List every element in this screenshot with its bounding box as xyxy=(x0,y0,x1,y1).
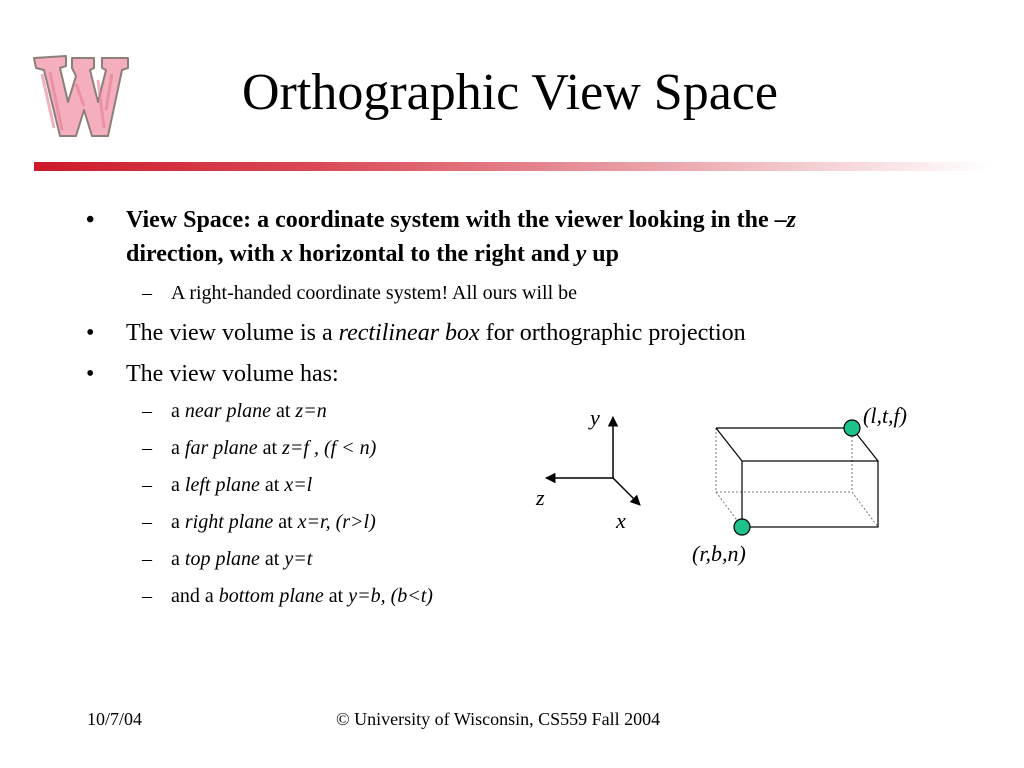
text-run: near plane xyxy=(184,400,271,422)
text-run: at xyxy=(323,585,349,607)
text-run: x xyxy=(280,241,293,267)
footer-copyright: © University of Wisconsin, CS559 Fall 2004 xyxy=(336,709,661,729)
text-run: a xyxy=(171,437,185,459)
title-divider xyxy=(34,162,990,171)
text-run: The view volume is a xyxy=(126,320,339,346)
plane-text xyxy=(171,435,376,461)
plane-text xyxy=(171,398,327,424)
far-corner-marker xyxy=(844,420,860,436)
sub-bullet-marker: – xyxy=(142,400,152,422)
text-run: y xyxy=(575,241,587,267)
sub-bullet-marker: – xyxy=(142,585,152,607)
text-run: bottom plane xyxy=(218,585,324,607)
sub-bullet-marker: – xyxy=(142,437,152,459)
text-run: rectilinear box xyxy=(338,320,480,346)
text-run: z=n xyxy=(295,400,327,422)
text-run: y=t xyxy=(284,548,313,570)
footer-date: 10/7/04 xyxy=(87,709,143,729)
bullet-marker: • xyxy=(86,320,95,346)
text-run: and a xyxy=(171,585,219,607)
slide-title: Orthographic View Space xyxy=(242,64,778,121)
text-run: View Space: a coordinate system with the viewer looking in the – xyxy=(126,207,787,233)
text-run: a xyxy=(171,474,185,496)
text-run: horizontal to the right and xyxy=(292,241,576,267)
text-run: up xyxy=(586,241,619,267)
far-corner-label: (l,t,f) xyxy=(863,403,907,428)
plane-text xyxy=(171,583,433,609)
bullet-view-space-line2 xyxy=(126,239,619,269)
view-volume-box xyxy=(692,403,907,566)
text-run: right plane xyxy=(184,511,274,533)
text-run: a xyxy=(171,548,185,570)
sub-bullet-marker: – xyxy=(142,511,152,533)
x-axis-label: x xyxy=(616,508,626,533)
bullet-marker: • xyxy=(86,207,95,233)
text-run: at xyxy=(257,437,283,459)
view-volume-diagram xyxy=(520,395,940,585)
y-axis-label: y xyxy=(590,405,600,430)
text-run: a xyxy=(171,400,185,422)
text-run: left plane xyxy=(184,474,260,496)
bullet-view-space-line1 xyxy=(126,205,796,235)
text-run: y=b, (b<t) xyxy=(348,585,433,607)
sub-bullet-marker: – xyxy=(142,282,152,304)
z-axis-label: z xyxy=(536,485,545,510)
text-run: at xyxy=(259,474,285,496)
text-run: z=f , (f < n) xyxy=(282,437,377,459)
box-front-face xyxy=(742,461,878,527)
text-run: at xyxy=(259,548,285,570)
text-run: x=l xyxy=(284,474,313,496)
plane-text xyxy=(171,546,312,572)
text-run: a xyxy=(171,511,185,533)
bullet-marker: • xyxy=(86,361,95,387)
sub-bullet-text: A right-handed coordinate system! All ours will be xyxy=(171,282,578,304)
near-corner-label: (r,b,n) xyxy=(692,541,746,566)
text-run: direction, with xyxy=(126,241,281,267)
wisconsin-w-logo xyxy=(28,40,136,144)
bullet-text xyxy=(126,318,746,348)
plane-text xyxy=(171,472,312,498)
text-run: for orthographic projection xyxy=(479,320,746,346)
text-run: at xyxy=(270,400,296,422)
text-run: z xyxy=(786,207,796,233)
near-corner-marker xyxy=(734,519,750,535)
bullet-text: The view volume has: xyxy=(126,361,339,387)
text-run: far plane xyxy=(184,437,258,459)
text-run: top plane xyxy=(184,548,260,570)
box-edge-hidden xyxy=(852,492,878,527)
axes-triad xyxy=(535,405,640,533)
text-run: x=r, (r>l) xyxy=(297,511,376,533)
box-edge xyxy=(716,428,742,461)
text-run: at xyxy=(273,511,298,533)
x-axis-arrow xyxy=(613,478,640,505)
sub-bullet-marker: – xyxy=(142,548,152,570)
plane-text xyxy=(171,509,376,535)
sub-bullet-marker: – xyxy=(142,474,152,496)
